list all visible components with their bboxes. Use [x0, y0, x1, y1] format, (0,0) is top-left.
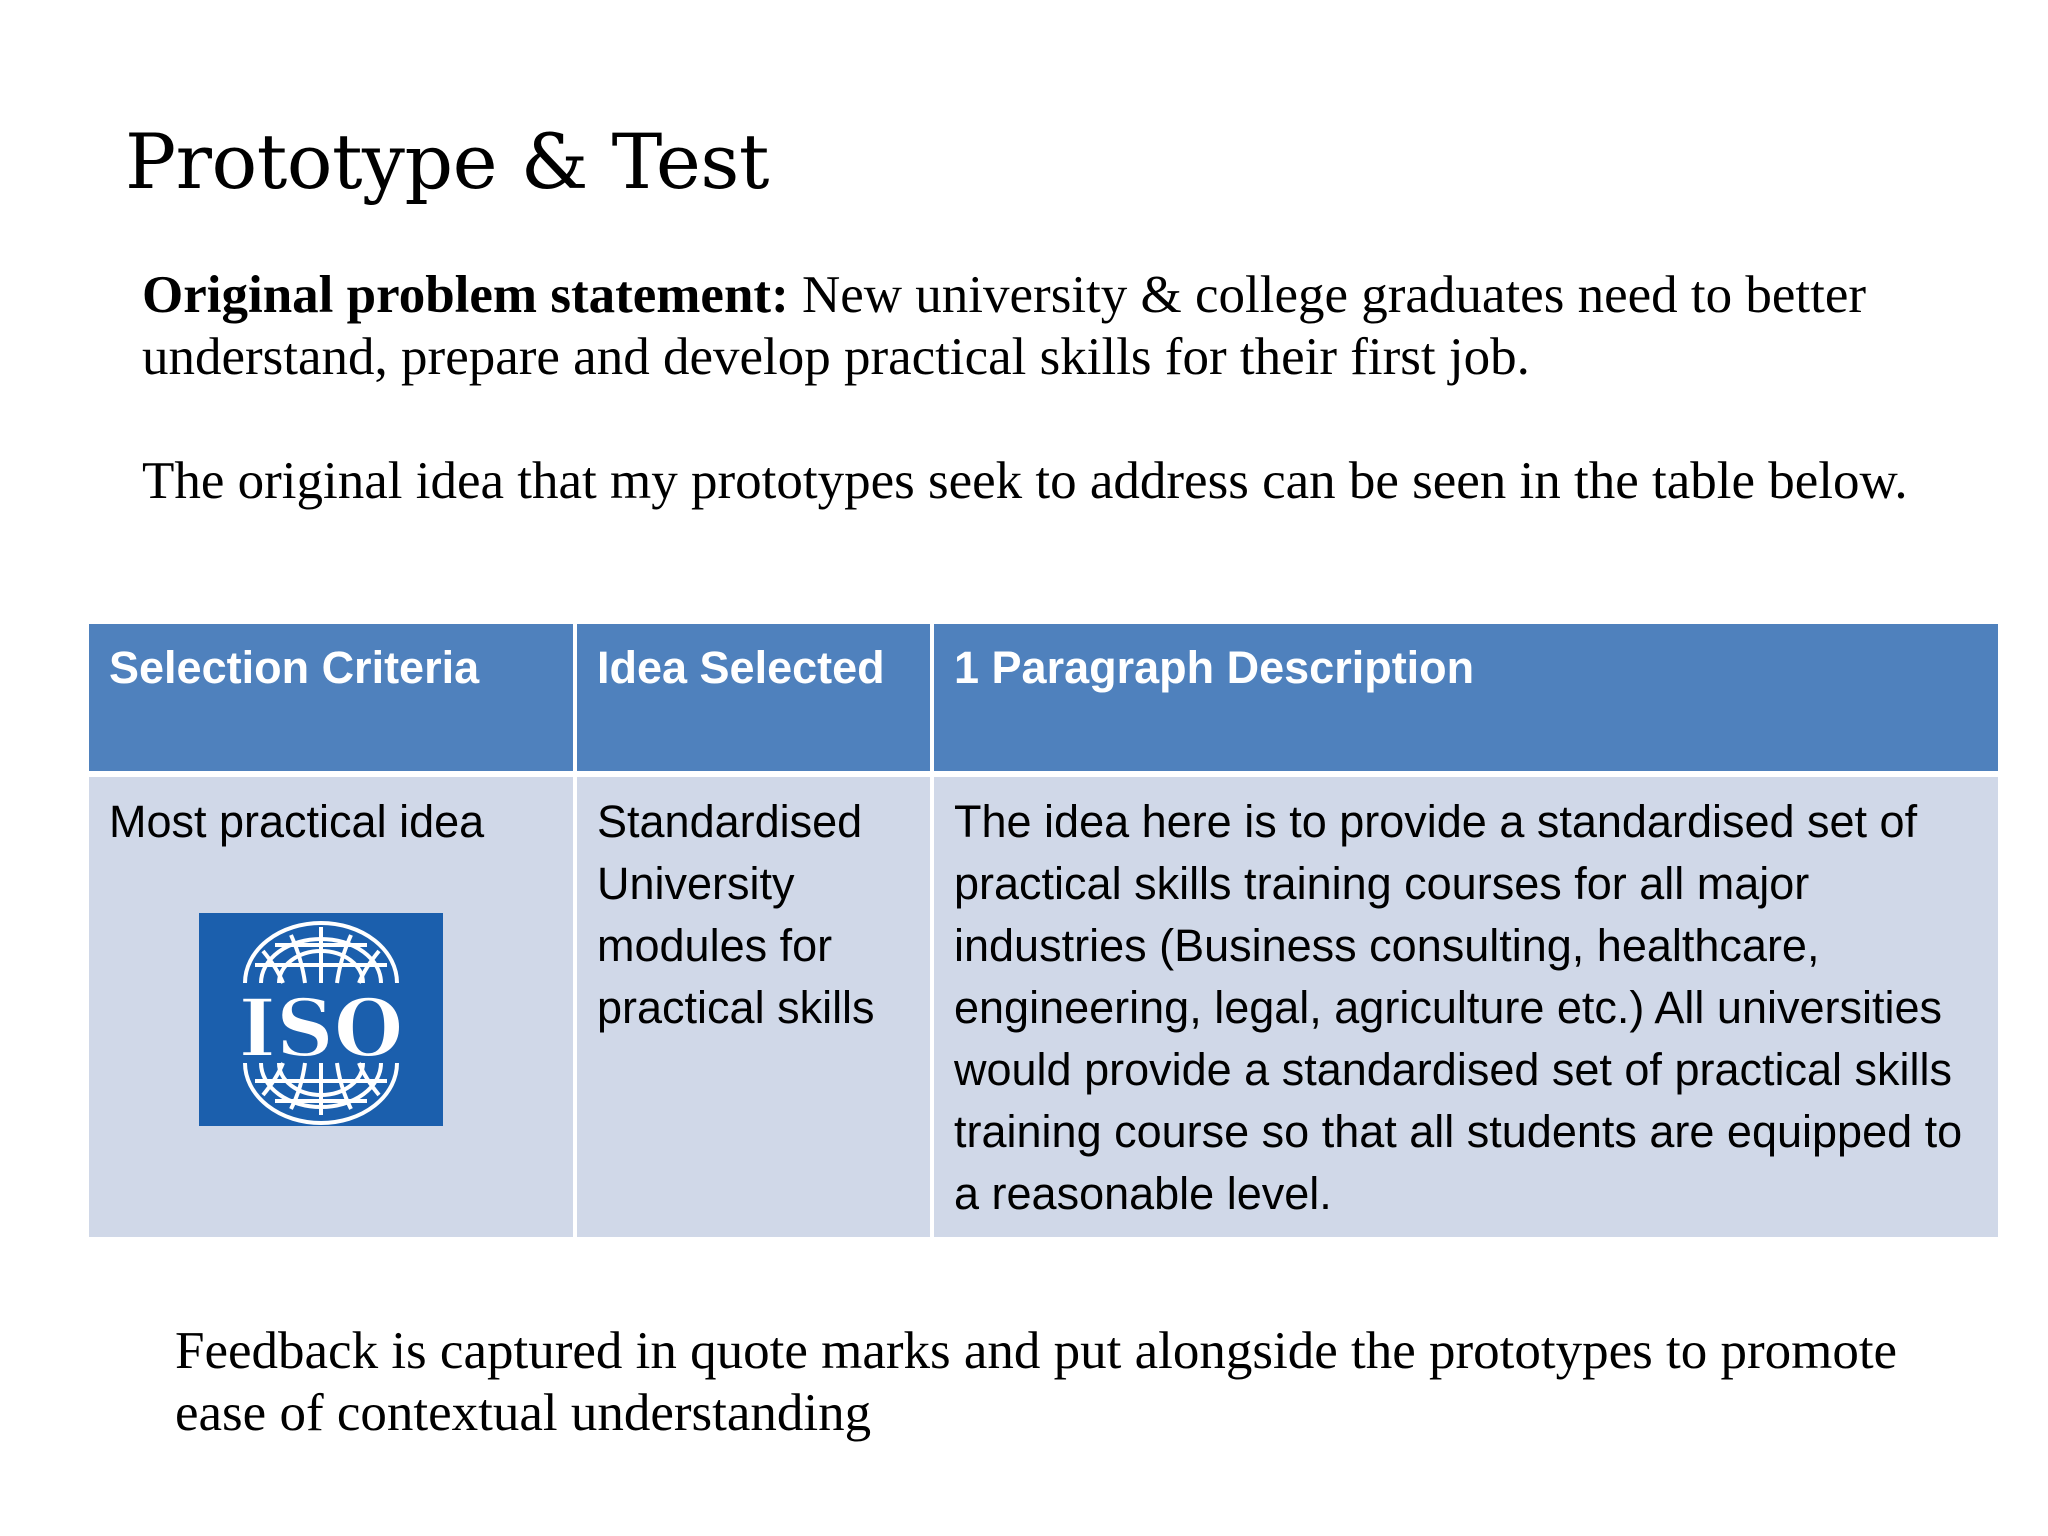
- page-title: Prototype & Test: [125, 117, 769, 206]
- iso-logo-icon: [199, 913, 443, 1126]
- header-idea-selected: Idea Selected: [575, 624, 932, 774]
- idea-paragraph: The original idea that my prototypes seek to address can be seen in the table below.: [142, 452, 1908, 510]
- iso-logo: [199, 913, 443, 1126]
- problem-statement-text: New university & college graduates need to better understand, prepare and develop practical skills for their first job.: [142, 266, 1867, 386]
- table-row: [89, 774, 1998, 1237]
- cell-description: The idea here is to provide a standardised set of practical skills training courses for all major industries (Business consulting, healthcare, engineering, legal, agriculture etc.) All universities would provide a standardised set of practical skills training course so that all students are equipped to a reasonable level.: [932, 774, 1998, 1237]
- cell-criteria: [89, 774, 575, 1237]
- problem-statement: [142, 264, 1922, 388]
- cell-idea: Standardised University modules for practical skills: [575, 774, 932, 1237]
- problem-statement-lead: Original problem statement:: [142, 266, 789, 324]
- header-paragraph-description: 1 Paragraph Description: [932, 624, 1998, 774]
- header-selection-criteria: Selection Criteria: [89, 624, 575, 774]
- criteria-text: Most practical idea: [109, 796, 485, 847]
- feedback-note: Feedback is captured in quote marks and put alongside the prototypes to promote ease of contextual understanding: [175, 1322, 1898, 1442]
- iso-logo-text: ISO: [238, 981, 404, 1075]
- table-header-row: [89, 624, 1998, 774]
- criteria-table: [89, 624, 1998, 1237]
